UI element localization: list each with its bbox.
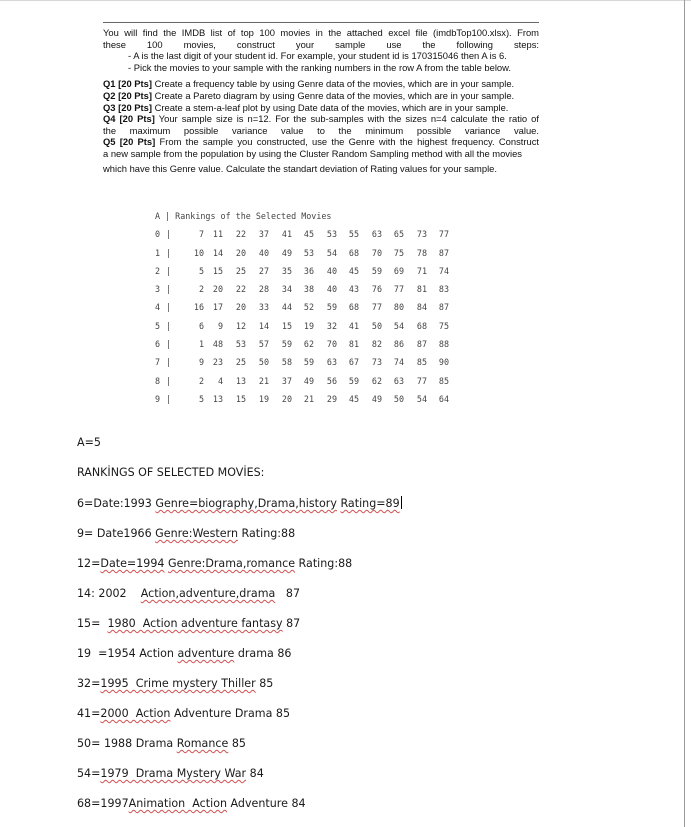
row-separator: |: [166, 320, 172, 331]
ranking-cell: 50: [258, 357, 269, 368]
text-cursor: [401, 496, 403, 509]
ranking-cell: 53: [326, 229, 337, 240]
ranking-cell: 59: [326, 302, 337, 313]
question-1: [103, 78, 539, 90]
row-a-label: 0: [155, 229, 161, 240]
ranking-cell: 62: [303, 339, 314, 350]
ranking-cell: 40: [326, 265, 337, 276]
ranking-cell: 29: [326, 393, 337, 404]
row-separator: |: [166, 229, 172, 240]
ranking-cell: 41: [348, 320, 359, 331]
ranking-cell: 17: [212, 302, 223, 313]
ranking-cell: 22: [235, 229, 246, 240]
answer-movie-19: 19 =1954 Action adventure drama 86: [77, 647, 292, 660]
ranking-cell: 70: [371, 247, 382, 258]
ranking-cell: 87: [438, 247, 449, 258]
ranking-cell: 67: [348, 357, 359, 368]
row-separator: |: [166, 393, 172, 404]
ranking-cell: 13: [212, 393, 223, 404]
page-top-edge: [0, 0, 691, 1]
ranking-cell: 20: [212, 284, 223, 295]
ranking-cell: 59: [348, 375, 359, 386]
ranking-cell: 6: [198, 320, 204, 331]
ranking-cell: 40: [326, 284, 337, 295]
ranking-cell: 85: [416, 357, 427, 368]
ranking-cell: 9: [217, 320, 223, 331]
q4-text-1: Your sample size is n=12. For the sub-samples with the sizes n=4 calculate the ratio of: [158, 113, 539, 125]
question-3: [103, 102, 539, 114]
ranking-cell: 59: [303, 357, 314, 368]
ranking-cell: 69: [393, 265, 404, 276]
ranking-cell: 27: [258, 265, 269, 276]
ranking-cell: 68: [348, 247, 359, 258]
ranking-cell: 45: [348, 265, 359, 276]
answer-movie-14: 14: 2002 Action,adventure,drama 87: [77, 587, 301, 600]
ranking-cell: 14: [258, 320, 269, 331]
ranking-cell: 81: [348, 339, 359, 350]
q1-text: Create a frequency table by using Genre data of the movies, which are in your sample.: [154, 78, 515, 90]
row-a-label: 5: [155, 320, 161, 331]
ranking-cell: 49: [371, 393, 382, 404]
ranking-cell: 1: [198, 339, 204, 350]
ranking-cell: 88: [438, 339, 449, 350]
ranking-cell: 14: [212, 247, 223, 258]
ranking-cell: 62: [371, 375, 382, 386]
row-a-label: 8: [155, 375, 161, 386]
ranking-cell: 32: [326, 320, 337, 331]
table-header-text: A | Rankings of the Selected Movies: [155, 211, 332, 221]
intro-line-2: these 100 movies, construct your sample use the following steps:: [103, 38, 539, 50]
ranking-cell: 25: [235, 357, 246, 368]
ranking-cell: 21: [258, 375, 269, 386]
row-separator: |: [166, 339, 172, 350]
row-separator: |: [166, 302, 172, 313]
ranking-cell: 54: [416, 393, 427, 404]
ranking-cell: 75: [393, 247, 404, 258]
ranking-cell: 63: [393, 375, 404, 386]
ranking-cell: 78: [416, 247, 427, 258]
ranking-cell: 35: [281, 265, 292, 276]
ranking-cell: 11: [212, 229, 223, 240]
ranking-cell: 5: [198, 393, 204, 404]
ranking-cell: 4: [217, 375, 223, 386]
answer-movie-50: 50= 1988 Drama Romance 85: [77, 737, 246, 750]
ranking-cell: 22: [235, 284, 246, 295]
ranking-cell: 49: [281, 247, 292, 258]
ranking-cell: 65: [393, 229, 404, 240]
ranking-cell: 12: [235, 320, 246, 331]
ranking-cell: 16: [193, 302, 204, 313]
ranking-cell: 7: [198, 229, 204, 240]
ranking-cell: 77: [416, 375, 427, 386]
ranking-cell: 73: [371, 357, 382, 368]
row-separator: |: [166, 247, 172, 258]
q5-text-1: From the sample you constructed, use the Genre with the highest frequency. Construct: [159, 136, 540, 148]
ranking-cell: 13: [235, 375, 246, 386]
row-separator: |: [166, 375, 172, 386]
ranking-cell: 21: [303, 393, 314, 404]
intro-line-1: You will find the IMDB list of top 100 movies in the attached excel file (imdbTop100.xlsx). From: [103, 27, 539, 38]
row-separator: |: [166, 357, 172, 368]
ranking-cell: 71: [416, 265, 427, 276]
ranking-cell: 19: [258, 393, 269, 404]
ranking-cell: 74: [393, 357, 404, 368]
ranking-cell: 15: [212, 265, 223, 276]
ranking-cell: 50: [393, 393, 404, 404]
ranking-cell: 55: [348, 229, 359, 240]
ranking-cell: 82: [371, 339, 382, 350]
ranking-cell: 59: [281, 339, 292, 350]
ranking-cell: 84: [416, 302, 427, 313]
ranking-cell: 20: [281, 393, 292, 404]
ranking-cell: 9: [198, 357, 204, 368]
ranking-cell: 54: [393, 320, 404, 331]
ranking-cell: 50: [371, 320, 382, 331]
q3-label: Q3 [20 Pts]: [103, 101, 152, 113]
ranking-cell: 77: [393, 284, 404, 295]
question-5-line-3: which have this Genre value. Calculate the standart deviation of Rating values for your sample.: [103, 162, 497, 174]
answer-a-value: A=5: [77, 436, 101, 449]
answer-movie-54: 54=1979 Drama Mystery War 84: [77, 767, 264, 780]
answer-movie-32: 32=1995 Crime mystery Thiller 85: [77, 677, 274, 690]
row-a-label: 6: [155, 339, 161, 350]
question-2: [103, 90, 539, 102]
answer-movie-9: 9= Date1966 Genre:Western Rating:88: [77, 527, 296, 540]
ranking-cell: 90: [438, 357, 449, 368]
top-rule-line: [103, 22, 539, 23]
ranking-cell: 36: [303, 265, 314, 276]
ranking-cell: 59: [371, 265, 382, 276]
q4-label: Q4 [20 Pts]: [103, 113, 155, 125]
ranking-cell: 43: [348, 284, 359, 295]
answer-movie-68: 68=1997Animation Action Adventure 84: [77, 797, 306, 810]
ranking-cell: 73: [416, 229, 427, 240]
ranking-cell: 37: [258, 229, 269, 240]
q2-label: Q2 [20 Pts]: [103, 89, 152, 101]
question-5-line-1: [103, 136, 539, 148]
ranking-cell: 54: [326, 247, 337, 258]
ranking-cell: 33: [258, 302, 269, 313]
ranking-cell: 74: [438, 265, 449, 276]
answer-movie-6: 6=Date:1993 Genre=biography,Drama,history Rating=89: [77, 496, 402, 510]
ranking-cell: 70: [326, 339, 337, 350]
ranking-cell: 53: [303, 247, 314, 258]
ranking-cell: 64: [438, 393, 449, 404]
answer-movie-15: 15= 1980 Action adventure fantasy 87: [77, 617, 301, 630]
ranking-cell: 2: [198, 284, 204, 295]
ranking-cell: 20: [235, 302, 246, 313]
question-4-line-2: the maximum possible variance value to the minimum possible variance value.: [103, 124, 539, 136]
q3-text: Create a stem-a-leaf plot by using Date data of the movies, which are in your sample.: [154, 101, 509, 113]
ranking-cell: 86: [393, 339, 404, 350]
row-a-label: 2: [155, 265, 161, 276]
ranking-cell: 5: [198, 265, 204, 276]
ranking-cell: 75: [438, 320, 449, 331]
q1-label: Q1 [20 Pts]: [103, 78, 152, 90]
ranking-cell: 63: [371, 229, 382, 240]
ranking-cell: 44: [281, 302, 292, 313]
instruction-bullet-2: - Pick the movies to your sample with the ranking numbers in the row A from the table below.: [128, 61, 511, 73]
ranking-cell: 76: [371, 284, 382, 295]
ranking-cell: 68: [416, 320, 427, 331]
row-separator: |: [166, 265, 172, 276]
row-separator: |: [166, 284, 172, 295]
ranking-cell: 15: [235, 393, 246, 404]
ranking-cell: 81: [416, 284, 427, 295]
ranking-cell: 87: [416, 339, 427, 350]
answer-movie-12: 12=Date=1994 Genre:Drama,romance Rating:88: [77, 557, 353, 570]
question-4-line-1: [103, 113, 539, 125]
ranking-cell: 48: [212, 339, 223, 350]
row-a-label: 3: [155, 284, 161, 295]
assignment-instructions: [103, 27, 539, 174]
ranking-cell: 45: [348, 393, 359, 404]
ranking-cell: 40: [258, 247, 269, 258]
ranking-cell: 19: [303, 320, 314, 331]
ranking-cell: 77: [438, 229, 449, 240]
ranking-cell: 2: [198, 375, 204, 386]
ranking-cell: 53: [235, 339, 246, 350]
ranking-cell: 49: [303, 375, 314, 386]
ranking-cell: 56: [326, 375, 337, 386]
ranking-cell: 28: [258, 284, 269, 295]
row-a-label: 4: [155, 302, 161, 313]
ranking-cell: 63: [326, 357, 337, 368]
question-5-line-2: a new sample from the population by using the Cluster Random Sampling method with all the movies: [103, 147, 522, 159]
ranking-cell: 34: [281, 284, 292, 295]
ranking-cell: 57: [258, 339, 269, 350]
row-a-label: 7: [155, 357, 161, 368]
ranking-cell: 68: [348, 302, 359, 313]
page-right-edge: [684, 0, 685, 827]
ranking-cell: 52: [303, 302, 314, 313]
q2-text: Create a Pareto diagram by using Genre data of the movies, which are in your sample.: [154, 89, 515, 101]
ranking-cell: 87: [438, 302, 449, 313]
answer-heading: RANKİNGS OF SELECTED MOVİES:: [77, 466, 265, 479]
ranking-cell: 41: [281, 229, 292, 240]
ranking-cell: 25: [235, 265, 246, 276]
ranking-cell: 45: [303, 229, 314, 240]
instruction-bullet-1: - A is the last digit of your student id. For example, your student id is 170315046 then A is 6.: [128, 50, 507, 62]
answer-movie-41: 41=2000 Action Adventure Drama 85: [77, 707, 291, 720]
row-a-label: 1: [155, 247, 161, 258]
ranking-cell: 10: [193, 247, 204, 258]
ranking-cell: 38: [303, 284, 314, 295]
q5-label: Q5 [20 Pts]: [103, 136, 156, 148]
ranking-cell: 80: [393, 302, 404, 313]
row-a-label: 9: [155, 393, 161, 404]
ranking-cell: 15: [281, 320, 292, 331]
ranking-cell: 20: [235, 247, 246, 258]
ranking-cell: 58: [281, 357, 292, 368]
ranking-cell: 83: [438, 284, 449, 295]
ranking-cell: 37: [281, 375, 292, 386]
ranking-cell: 23: [212, 357, 223, 368]
ranking-cell: 85: [438, 375, 449, 386]
ranking-cell: 77: [371, 302, 382, 313]
